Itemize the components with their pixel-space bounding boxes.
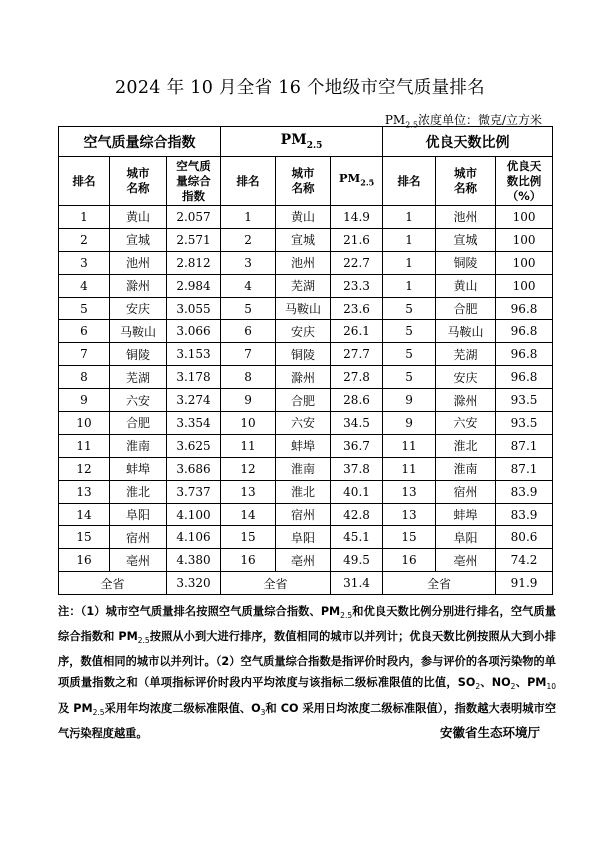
group-pm25 (221, 127, 383, 157)
rank-cell: 5 (383, 343, 436, 366)
note-sub: 2.5 (92, 707, 105, 717)
col-city (436, 157, 496, 206)
city-cell: 蚌埠 (436, 503, 496, 526)
rank-cell: 12 (59, 457, 110, 480)
pm25-value-cell: 28.6 (331, 389, 383, 412)
pm25-value-cell: 40.1 (331, 480, 383, 503)
total-label: 全省 (221, 572, 331, 595)
pm25-value-cell: 36.7 (331, 434, 383, 457)
group-header-row (59, 127, 553, 157)
table-row (59, 251, 553, 274)
table-row (59, 228, 553, 251)
good-ratio-value-cell: 96.8 (496, 343, 553, 366)
aqi-value-cell: 3.178 (167, 366, 221, 389)
col-aqi-line1: 空气质 (176, 158, 211, 173)
city-cell: 滁州 (110, 274, 167, 297)
aqi-value-cell: 3.055 (167, 297, 221, 320)
city-cell: 合肥 (276, 389, 331, 412)
group-aqi: 空气质量综合指数 (59, 127, 221, 157)
aqi-value-cell: 2.984 (167, 274, 221, 297)
rank-cell: 5 (221, 297, 276, 320)
good-ratio-value-cell: 80.6 (496, 526, 553, 549)
col-aqi-line3: 指数 (182, 188, 206, 203)
city-cell: 淮南 (436, 457, 496, 480)
rank-cell: 1 (221, 206, 276, 229)
aqi-value-cell: 2.571 (167, 228, 221, 251)
rank-cell: 1 (383, 206, 436, 229)
city-cell: 安庆 (276, 320, 331, 343)
city-cell: 芜湖 (276, 274, 331, 297)
rank-cell: 14 (59, 503, 110, 526)
group-pm-main: PM (280, 132, 307, 149)
rank-cell: 5 (59, 297, 110, 320)
city-cell: 淮北 (436, 434, 496, 457)
city-cell: 阜阳 (110, 503, 167, 526)
aqi-value-cell: 2.812 (167, 251, 221, 274)
table-row (59, 366, 553, 389)
city-cell: 黄山 (436, 274, 496, 297)
col-city (276, 157, 331, 206)
rank-cell: 1 (383, 251, 436, 274)
city-cell: 铜陵 (276, 343, 331, 366)
rank-cell: 7 (221, 343, 276, 366)
total-good-ratio: 91.9 (496, 572, 553, 595)
table-row (59, 412, 553, 435)
pm25-value-cell: 23.6 (331, 297, 383, 320)
rank-cell: 2 (59, 228, 110, 251)
issuer-signature: 安徽省生态环境厅 (439, 725, 540, 740)
aqi-value-cell: 2.057 (167, 206, 221, 229)
rank-cell: 16 (221, 549, 276, 572)
rank-cell: 13 (221, 480, 276, 503)
table-row (59, 434, 553, 457)
group-pm-sub: 2.5 (306, 140, 323, 151)
table-row (59, 320, 553, 343)
rank-cell: 5 (383, 297, 436, 320)
col-pm-main: PM (338, 171, 361, 186)
pm25-value-cell: 45.1 (331, 526, 383, 549)
col-aqi (167, 157, 221, 206)
pm25-value-cell: 21.6 (331, 228, 383, 251)
city-cell: 淮北 (110, 480, 167, 503)
city-cell: 黄山 (276, 206, 331, 229)
unit-subscript: 2.5 (405, 120, 418, 130)
col-rank: 排名 (59, 157, 110, 206)
rank-cell: 12 (221, 457, 276, 480)
total-label: 全省 (59, 572, 167, 595)
col-city-line2: 名称 (126, 181, 150, 195)
city-cell: 宣城 (110, 228, 167, 251)
table-row (59, 297, 553, 320)
city-cell: 宿州 (276, 503, 331, 526)
rank-cell: 13 (383, 503, 436, 526)
rank-cell: 15 (221, 526, 276, 549)
col-good-line3: （%） (506, 188, 542, 203)
city-cell: 安庆 (436, 366, 496, 389)
rank-cell: 7 (59, 343, 110, 366)
rank-cell: 5 (383, 320, 436, 343)
city-cell: 蚌埠 (110, 457, 167, 480)
city-cell: 阜阳 (276, 526, 331, 549)
good-ratio-value-cell: 96.8 (496, 297, 553, 320)
aqi-value-cell: 4.100 (167, 503, 221, 526)
city-cell: 铜陵 (110, 343, 167, 366)
total-pm25: 31.4 (331, 572, 383, 595)
note-text: 采用年均浓度二级标准限值、O (104, 701, 261, 715)
total-label: 全省 (383, 572, 496, 595)
city-cell: 宿州 (436, 480, 496, 503)
note-sub: 2.5 (137, 636, 150, 646)
rank-cell: 13 (383, 480, 436, 503)
city-cell: 亳州 (110, 549, 167, 572)
good-ratio-value-cell: 83.9 (496, 480, 553, 503)
table-row (59, 480, 553, 503)
note-text: 及 PM (58, 701, 93, 715)
city-cell: 铜陵 (436, 251, 496, 274)
city-cell: 池州 (436, 206, 496, 229)
table-row (59, 503, 553, 526)
col-city (110, 157, 167, 206)
note-text: 和优良天数比例分别进行排名，空气质量综合指数和 PM (58, 605, 556, 644)
rank-cell: 11 (221, 434, 276, 457)
note-text: 、PM (515, 676, 547, 690)
city-cell: 黄山 (110, 206, 167, 229)
col-good-line1: 优良天 (506, 158, 542, 173)
pm25-value-cell: 27.8 (331, 366, 383, 389)
rank-cell: 2 (221, 228, 276, 251)
city-cell: 滁州 (436, 389, 496, 412)
city-cell: 芜湖 (436, 343, 496, 366)
col-aqi-line2: 量综合 (176, 173, 211, 188)
city-cell: 六安 (110, 389, 167, 412)
rank-cell: 14 (221, 503, 276, 526)
pm25-value-cell: 23.3 (331, 274, 383, 297)
pm25-value-cell: 49.5 (331, 549, 383, 572)
rank-cell: 1 (59, 206, 110, 229)
city-cell: 淮北 (276, 480, 331, 503)
good-ratio-value-cell: 87.1 (496, 457, 553, 480)
note-text: 注：（1）城市空气质量排名按照空气质量综合指数、PM (58, 605, 341, 618)
city-cell: 宣城 (436, 228, 496, 251)
col-city-line2: 名称 (291, 181, 315, 195)
table-row (59, 549, 553, 572)
city-cell: 池州 (110, 251, 167, 274)
col-city-line2: 名称 (454, 181, 478, 195)
rank-cell: 4 (221, 274, 276, 297)
pm25-value-cell: 26.1 (331, 320, 383, 343)
city-cell: 合肥 (110, 412, 167, 435)
city-cell: 宣城 (276, 228, 331, 251)
rank-cell: 9 (221, 389, 276, 412)
aqi-value-cell: 3.274 (167, 389, 221, 412)
province-total-row (59, 572, 553, 595)
rank-cell: 11 (383, 434, 436, 457)
rank-cell: 6 (221, 320, 276, 343)
note-sub: 3 (260, 707, 266, 717)
col-city-line1: 城市 (126, 166, 150, 180)
rank-cell: 1 (383, 228, 436, 251)
table-row (59, 343, 553, 366)
city-cell: 阜阳 (436, 526, 496, 549)
city-cell: 马鞍山 (436, 320, 496, 343)
note-sub: 2.5 (340, 611, 353, 621)
city-cell: 淮南 (276, 457, 331, 480)
good-ratio-value-cell: 100 (496, 251, 553, 274)
rank-cell: 9 (383, 412, 436, 435)
city-cell: 马鞍山 (276, 297, 331, 320)
group-good-days: 优良天数比例 (383, 127, 553, 157)
col-good-line2: 数比例 (506, 173, 542, 188)
aqi-value-cell: 4.380 (167, 549, 221, 572)
good-ratio-value-cell: 83.9 (496, 503, 553, 526)
table-row (59, 457, 553, 480)
good-ratio-value-cell: 100 (496, 274, 553, 297)
rank-cell: 4 (59, 274, 110, 297)
rank-cell: 16 (59, 549, 110, 572)
city-cell: 芜湖 (110, 366, 167, 389)
rank-cell: 11 (383, 457, 436, 480)
pm25-value-cell: 42.8 (331, 503, 383, 526)
col-rank: 排名 (383, 157, 436, 206)
note-text: 按照从小到大进行排序，数值相同的城市以并列计；优良天数比例按照从大到小排序，数值相同的城市以并列计。（2）空气质量综合指数是指评价时段内，参与评价的各项污染物的单项质量指数之和（单项指标评价时段内平均浓度与该指标二级标准限值的比值，SO (58, 630, 556, 690)
col-pm-sub: 2.5 (360, 177, 375, 188)
city-cell: 蚌埠 (276, 434, 331, 457)
aqi-value-cell: 3.153 (167, 343, 221, 366)
ranking-body (59, 206, 553, 595)
city-cell: 亳州 (276, 549, 331, 572)
rank-cell: 10 (221, 412, 276, 435)
table-row (59, 206, 553, 229)
good-ratio-value-cell: 96.8 (496, 366, 553, 389)
col-city-line1: 城市 (454, 166, 478, 180)
good-ratio-value-cell: 74.2 (496, 549, 553, 572)
city-cell: 池州 (276, 251, 331, 274)
note-text: 和 CO 采用日均浓度二级标准限值），指数越大表明城市空气污染程度越重。 (58, 701, 557, 740)
aqi-value-cell: 3.354 (167, 412, 221, 435)
city-cell: 亳州 (436, 549, 496, 572)
rank-cell: 6 (59, 320, 110, 343)
pm25-value-cell: 14.9 (331, 206, 383, 229)
good-ratio-value-cell: 93.5 (496, 389, 553, 412)
rank-cell: 8 (59, 366, 110, 389)
good-ratio-value-cell: 100 (496, 228, 553, 251)
rank-cell: 5 (383, 366, 436, 389)
rank-cell: 1 (383, 274, 436, 297)
ranking-table (58, 126, 553, 595)
rank-cell: 11 (59, 434, 110, 457)
city-cell: 马鞍山 (110, 320, 167, 343)
rank-cell: 13 (59, 480, 110, 503)
rank-cell: 8 (221, 366, 276, 389)
note-sub: 10 (546, 682, 556, 692)
city-cell: 合肥 (436, 297, 496, 320)
rank-cell: 15 (59, 526, 110, 549)
city-cell: 六安 (436, 412, 496, 435)
good-ratio-value-cell: 96.8 (496, 320, 553, 343)
note-text: 、NO (480, 676, 511, 690)
city-cell: 滁州 (276, 366, 331, 389)
table-row (59, 389, 553, 412)
note-sub: 2 (475, 682, 481, 692)
aqi-value-cell: 3.625 (167, 434, 221, 457)
col-good-ratio (496, 157, 553, 206)
pm25-value-cell: 27.7 (331, 343, 383, 366)
note-sub: 2 (510, 682, 516, 692)
good-ratio-value-cell: 87.1 (496, 434, 553, 457)
city-cell: 淮南 (110, 434, 167, 457)
total-aqi: 3.320 (167, 572, 221, 595)
rank-cell: 15 (383, 526, 436, 549)
rank-cell: 16 (383, 549, 436, 572)
rank-cell: 10 (59, 412, 110, 435)
col-city-line1: 城市 (291, 166, 315, 180)
rank-cell: 3 (221, 251, 276, 274)
unit-suffix: 浓度单位：微克/立方米 (417, 113, 542, 127)
city-cell: 宿州 (110, 526, 167, 549)
rank-cell: 9 (383, 389, 436, 412)
pm25-value-cell: 22.7 (331, 251, 383, 274)
city-cell: 安庆 (110, 297, 167, 320)
city-cell: 六安 (276, 412, 331, 435)
col-rank: 排名 (221, 157, 276, 206)
pm25-value-cell: 34.5 (331, 412, 383, 435)
unit-prefix: PM (384, 113, 406, 127)
rank-cell: 3 (59, 251, 110, 274)
table-row (59, 526, 553, 549)
pm25-value-cell: 37.8 (331, 457, 383, 480)
aqi-value-cell: 3.737 (167, 480, 221, 503)
aqi-value-cell: 3.686 (167, 457, 221, 480)
good-ratio-value-cell: 93.5 (496, 412, 553, 435)
good-ratio-value-cell: 100 (496, 206, 553, 229)
col-pm25 (331, 157, 383, 206)
page-title: 2024 年 10 月全省 16 个地级市空气质量排名 (115, 78, 485, 98)
table-row (59, 274, 553, 297)
aqi-value-cell: 3.066 (167, 320, 221, 343)
aqi-value-cell: 4.106 (167, 526, 221, 549)
rank-cell: 9 (59, 389, 110, 412)
column-header-row (59, 157, 553, 206)
